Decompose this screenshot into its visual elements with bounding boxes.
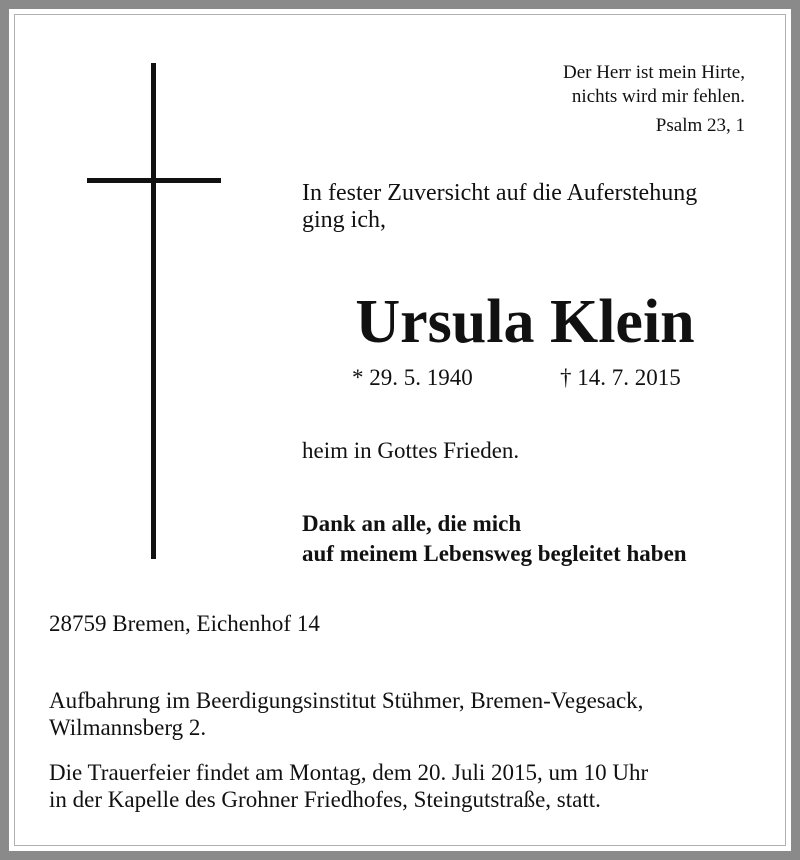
birth-date: * 29. 5. 1940 bbox=[352, 365, 473, 390]
psalm-reference: Psalm 23, 1 bbox=[655, 115, 745, 136]
service-line-2: in der Kapelle des Grohner Friedhofes, Steingutstraße, statt. bbox=[49, 787, 601, 812]
psalm-line-1: Der Herr ist mein Hirte, bbox=[562, 62, 745, 83]
viewing-line-2: Wilmannsberg 2. bbox=[49, 715, 207, 740]
death-date: † 14. 7. 2015 bbox=[560, 365, 681, 390]
viewing-info bbox=[49, 687, 643, 741]
intro-text bbox=[302, 180, 697, 234]
service-line-1: Die Trauerfeier findet am Montag, dem 20. Juli 2015, um 10 Uhr bbox=[49, 760, 649, 785]
family-address: 28759 Bremen, Eichenhof 14 bbox=[49, 611, 320, 636]
thanks-text bbox=[302, 509, 687, 569]
psalm-quote bbox=[563, 61, 745, 109]
thanks-line-2: auf meinem Lebensweg begleitet haben bbox=[302, 541, 687, 566]
psalm-line-2: nichts wird mir fehlen. bbox=[571, 86, 745, 107]
deceased-name: Ursula Klein bbox=[355, 288, 695, 356]
thanks-line-1: Dank an alle, die mich bbox=[302, 511, 522, 536]
cross-horizontal-beam bbox=[87, 178, 221, 183]
intro-line-2: ging ich, bbox=[302, 207, 386, 233]
viewing-line-1: Aufbahrung im Beerdigungsinstitut Stühmer, Bremen-Vegesack, bbox=[49, 688, 644, 713]
funeral-service-info bbox=[49, 759, 648, 813]
intro-line-1: In fester Zuversicht auf die Auferstehung bbox=[302, 180, 698, 206]
peace-text: heim in Gottes Frieden. bbox=[302, 438, 520, 463]
